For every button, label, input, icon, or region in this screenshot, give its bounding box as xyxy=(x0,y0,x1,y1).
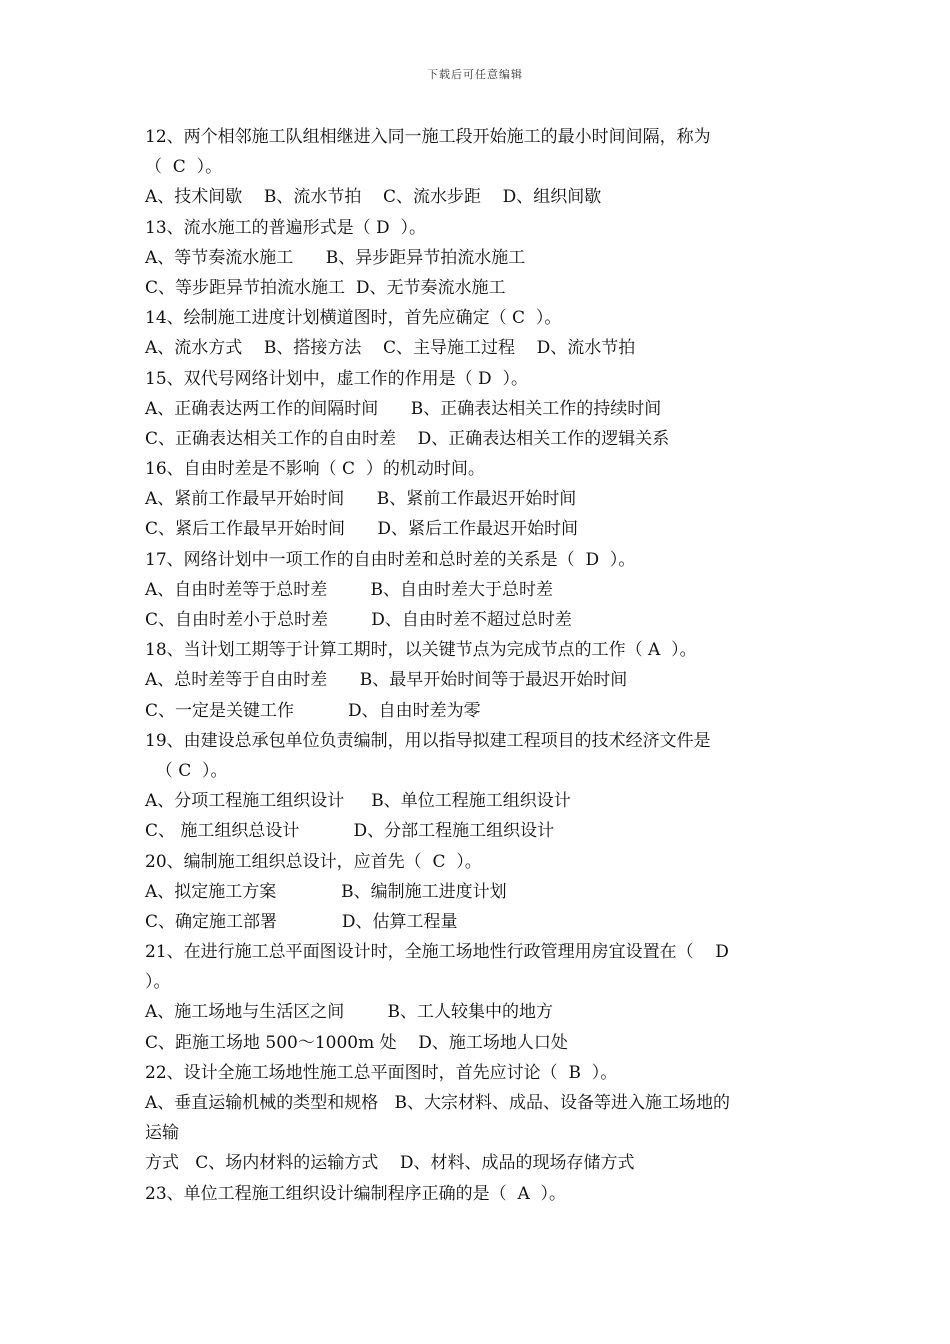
text-line: 20、编制施工组织总设计，应首先（ C ）。 xyxy=(145,851,482,872)
text-line: 22、设计全施工场地性施工总平面图时，首先应讨论（ B ）。 xyxy=(145,1062,618,1083)
text-line: （ C ）。 xyxy=(145,157,223,178)
text-line: A、紧前工作最早开始时间 B、紧前工作最迟开始时间 xyxy=(145,489,577,510)
text-line: A、等节奏流水施工 B、异步距异节拍流水施工 xyxy=(145,247,526,268)
text-line: A、自由时差等于总时差 B、自由时差大于总时差 xyxy=(145,579,553,600)
text-line: 方式 C、场内材料的运输方式 D、材料、成品的现场存储方式 xyxy=(145,1153,635,1174)
page-header: 下载后可任意编辑 xyxy=(427,68,523,81)
text-line: （ C ）。 xyxy=(145,760,228,781)
text-line: C、自由时差小于总时差 D、自由时差不超过总时差 xyxy=(145,610,572,630)
text-line: C、 施工组织总设计 D、分部工程施工组织设计 xyxy=(145,821,555,842)
text-line: C、一定是关键工作 D、自由时差为零 xyxy=(145,700,481,721)
text-line: 21、在进行施工总平面图设计时，全施工场地性行政管理用房宜设置在（ D xyxy=(145,942,729,963)
text-line: A、施工场地与生活区之间 B、工人较集中的地方 xyxy=(145,1002,553,1023)
text-line: 13、流水施工的普遍形式是（ D ）。 xyxy=(145,217,426,238)
text-line: A、分项工程施工组织设计 B、单位工程施工组织设计 xyxy=(145,791,571,812)
text-line: 15、双代号网络计划中，虚工作的作用是（ D ）。 xyxy=(145,368,528,389)
text-line: C、距施工场地 500～1000m 处 D、施工场地人口处 xyxy=(145,1032,568,1053)
text-line: 18、当计划工期等于计算工期时，以关键节点为完成节点的工作（ A ）。 xyxy=(145,640,697,661)
text-line: A、总时差等于自由时差 B、最早开始时间等于最迟开始时间 xyxy=(145,670,628,691)
text-line: C、正确表达相关工作的自由时差 D、正确表达相关工作的逻辑关系 xyxy=(145,428,670,449)
text-line: A、技术间歇 B、流水节拍 C、流水步距 D、组织间歇 xyxy=(145,187,602,208)
text-line: 19、由建设总承包单位负责编制，用以指导拟建工程项目的技术经济文件是 xyxy=(145,730,711,751)
text-line: A、拟定施工方案 B、编制施工进度计划 xyxy=(145,881,507,902)
text-line: C、等步距异节拍流水施工 D、无节奏流水施工 xyxy=(145,277,506,298)
text-line: 14、绘制施工进度计划横道图时，首先应确定（ C ）。 xyxy=(145,308,562,329)
text-line: 23、单位工程施工组织设计编制程序正确的是（ A ）。 xyxy=(145,1183,567,1204)
text-line: C、确定施工部署 D、估算工程量 xyxy=(145,911,458,932)
text-line: 12、两个相邻施工队组相继进入同一施工段开始施工的最小时间间隔，称为 xyxy=(145,127,711,147)
text-line: ）。 xyxy=(145,972,171,993)
text-line: 17、网络计划中一项工作的自由时差和总时差的关系是（ D ）。 xyxy=(145,549,636,570)
text-line: A、流水方式 B、搭接方法 C、主导施工过程 D、流水节拍 xyxy=(145,338,636,359)
text-line: A、正确表达两工作的间隔时间 B、正确表达相关工作的持续时间 xyxy=(145,398,662,419)
text-line: 运输 xyxy=(145,1123,179,1144)
text-line: C、紧后工作最早开始时间 D、紧后工作最迟开始时间 xyxy=(145,519,579,540)
question-list xyxy=(145,122,815,1209)
text-line: A、垂直运输机械的类型和规格 B、大宗材料、成品、设备等进入施工场地的 xyxy=(145,1093,730,1113)
text-line: 16、自由时差是不影响（ C ）的机动时间。 xyxy=(145,459,485,480)
